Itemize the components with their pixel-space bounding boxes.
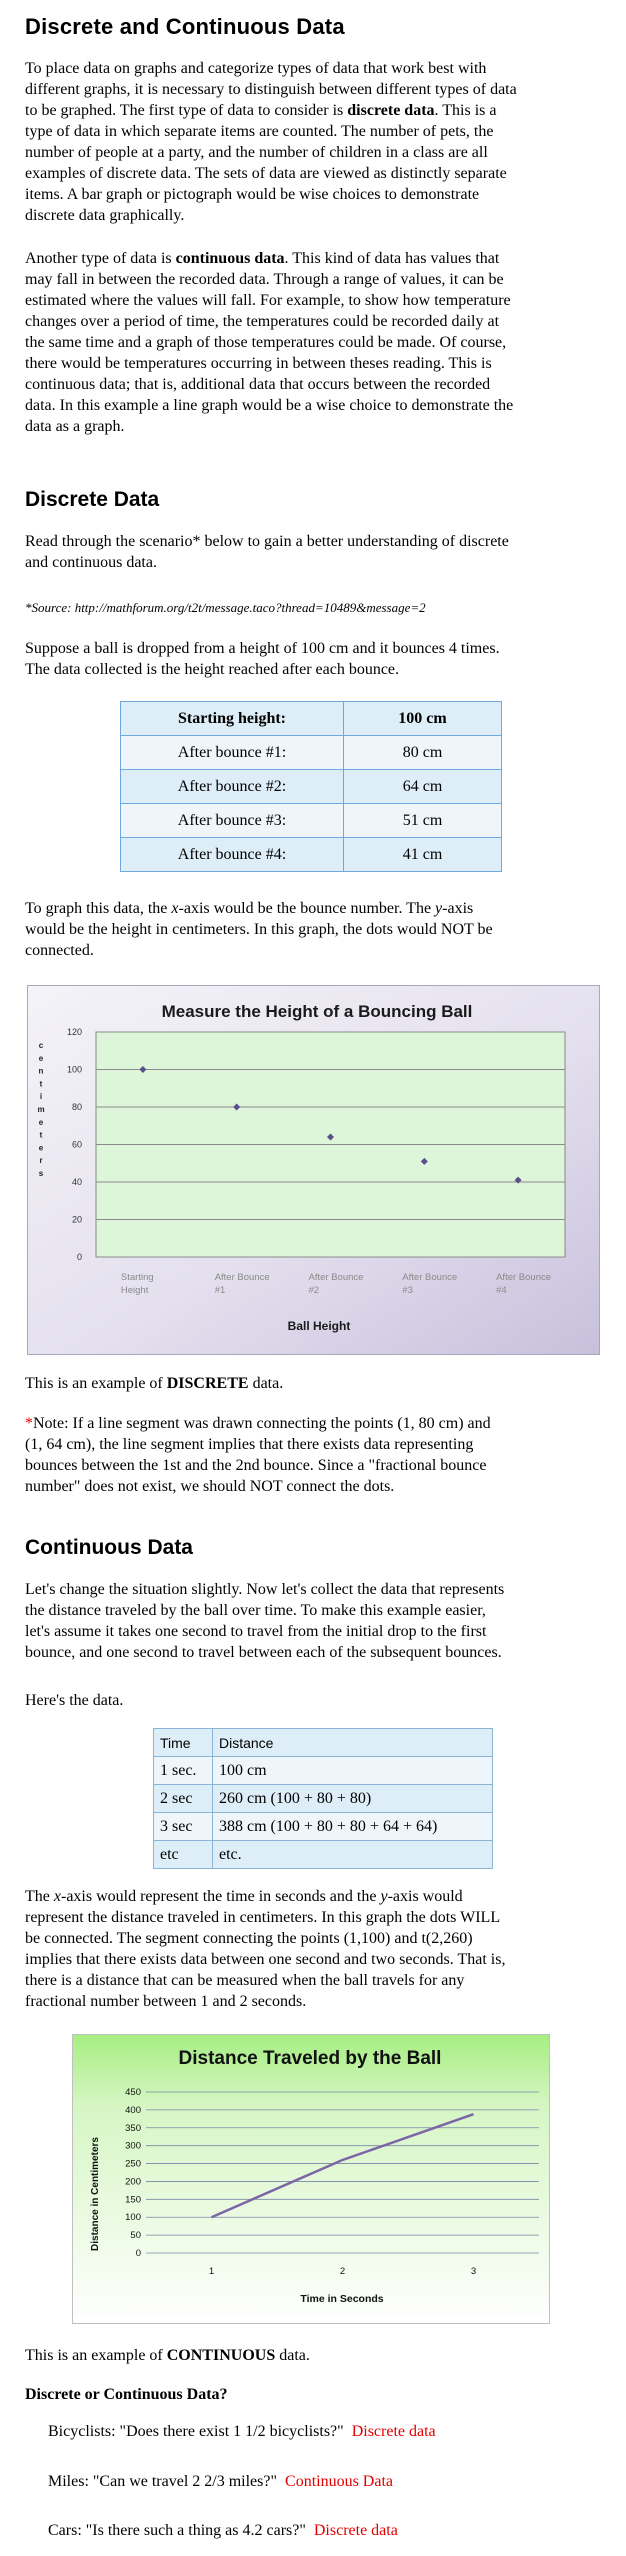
text-line: the distance traveled by the ball over time. To make this example easier, [25,1602,486,1619]
x-tick-label: After Bounce [496,1272,552,1283]
text-line-part: to be graphed. The first type of data to consider is [25,102,348,119]
text-line-part: This is an example of [25,2347,167,2364]
text-line-part: -axis would be the bounce number. The [178,900,436,917]
y-tick-label: 40 [71,1177,82,1187]
x-tick-label: #1 [214,1285,226,1296]
text-line: the same time and a graph of those temperatures could be made. Of course, [25,334,507,351]
table-row [121,838,502,872]
text-line [25,898,607,919]
y-axis-label-letter: e [38,1117,44,1127]
quiz-item [48,2423,436,2441]
text-line: estimated where the values will fall. For example, to show how temperature [25,292,511,309]
y-tick-label: 100 [66,1064,82,1075]
text-line-part: -axis [442,900,474,917]
chart-title: Distance Traveled by the Ball [178,2048,442,2069]
continuous-example-line [25,2345,607,2366]
text-line: Read through the scenario* below to gain a better understanding of discrete [25,533,509,550]
x-tick-label: Starting [120,1272,154,1283]
bouncing-ball-chart [27,985,600,1355]
quiz-answer: Continuous Data [285,2473,394,2490]
text-line-part: data. [248,1375,284,1392]
table-cell: 64 cm [344,770,502,804]
y-axis-label-letter: n [38,1066,44,1076]
text-line: data. In this example a line graph would be a wise choice to demonstrate the [25,397,514,414]
text-line: there is a distance that can be measured when the ball travels for any [25,1972,465,1989]
graph-explanation-paragraph [25,898,607,961]
quiz-question: Cars: "Is there such a thing as 4.2 cars?" [48,2522,306,2539]
text-line [25,1413,607,1434]
text-line-part: -axis would [387,1888,463,1905]
bold-term-continuous: CONTINUOUS [166,2347,276,2364]
text-line: bounces between the 1st and the 2nd bounce. Since a "fractional bounce [25,1457,487,1474]
text-line-part: -axis would represent the time in seconds and the [60,1888,381,1905]
text-line: discrete data graphically. [25,207,185,224]
x-tick-label: 3 [470,2266,477,2277]
read-paragraph [25,531,607,573]
text-line: different graphs, it is necessary to distinguish between different types of data [25,81,517,98]
x-tick-label: 2 [339,2266,346,2277]
discrete-example-line [25,1373,607,1394]
bold-term-discrete: DISCRETE [166,1375,249,1392]
axis-explanation-paragraph [25,1886,607,2012]
table-cell: 388 cm (100 + 80 + 80 + 64 + 64) [213,1813,493,1841]
table-cell: 80 cm [344,736,502,770]
table-cell: 41 cm [344,838,502,872]
text-line-part: . This kind of data has values that [284,250,500,267]
y-tick-label: 0 [135,2248,141,2259]
y-axis-label-letter: s [38,1169,44,1178]
y-axis-label-letter: e [38,1143,44,1153]
text-line [25,1886,607,1907]
y-tick-label: 450 [125,2087,141,2098]
bouncing-ball-chart-svg [27,985,600,1355]
note-paragraph [25,1413,607,1497]
text-line-part: . This is a [434,102,497,119]
table-row [154,1785,493,1813]
section-heading-continuous: Continuous Data [25,1536,193,1559]
distance-table [153,1728,493,1869]
bounce-height-table [120,701,502,872]
y-axis-label-letter: c [38,1041,44,1050]
bold-term-continuous-data: continuous data [175,250,285,267]
text-line: type of data in which separate items are counted. The number of pets, the [25,123,494,140]
quiz-answer: Discrete data [351,2423,436,2440]
chart-frame [73,2035,550,2324]
text-line: there would be temperatures occurring in between theses reading. This is [25,355,492,372]
y-tick-label: 0 [76,1252,82,1262]
x-tick-label: #2 [308,1285,320,1296]
table-cell: After bounce #2: [121,770,344,804]
text-line [25,100,607,121]
y-tick-label: 300 [125,2140,141,2152]
bold-term-discrete-data: discrete data [347,102,435,119]
header-label: Starting height: [178,709,286,727]
y-tick-label: 50 [130,2230,141,2242]
text-line: The data collected is the height reached after each bounce. [25,661,400,678]
y-axis-label-letter: e [38,1053,44,1063]
y-tick-label: 80 [71,1102,82,1112]
text-line: be connected. The segment connecting the points (1,100) and t(2,260) [25,1930,473,1947]
text-line: changes over a period of time, the temperatures could be recorded daily at [25,313,500,330]
y-axis-label-letter: t [39,1079,43,1089]
text-line: implies that there exists data between one second and two seconds. That is, [25,1951,506,1968]
text-line: continuous data; that is, additional data that occurs between the recorded [25,376,491,393]
table-cell: After bounce #4: [121,838,344,872]
quiz-question: Bicyclists: "Does there exist 1 1/2 bicyclists?" [48,2423,344,2440]
text-line: would be the height in centimeters. In this graph, the dots would NOT be [25,921,493,938]
table-cell: 3 sec [154,1813,213,1841]
text-line: Suppose a ball is dropped from a height of 100 cm and it bounces 4 times. [25,640,500,657]
text-line: items. A bar graph or pictograph would be wise choices to demonstrate [25,186,480,203]
text-line-part: data. [275,2347,310,2364]
chart-title: Measure the Height of a Bouncing Ball [161,1002,473,1021]
y-tick-label: 100 [125,2212,141,2224]
y-tick-label: 60 [71,1139,82,1150]
text-line: number" does not exist, we should NOT connect the dots. [25,1478,395,1495]
text-line: may fall in between the recorded data. Through a range of values, it can be [25,271,504,288]
table-cell: After bounce #3: [121,804,344,838]
quiz-item [48,2473,393,2491]
text-line-part: This is an example of [25,1375,167,1392]
table-row [154,1757,493,1785]
axis-var-x: x [53,1888,61,1905]
y-tick-label: 20 [71,1214,82,1225]
table-row [154,1841,493,1869]
intro-paragraph-1 [25,58,607,226]
text-line [25,248,607,269]
y-tick-label: 350 [125,2122,141,2134]
axis-var-x: x [171,900,179,917]
axis-var-y: y [380,1888,388,1905]
y-axis-label-letter: m [37,1105,45,1114]
y-axis-label-letter: i [39,1092,43,1102]
distance-chart [72,2034,550,2324]
y-tick-label: 120 [66,1027,82,1037]
y-tick-label: 200 [125,2176,141,2188]
table-row [154,1813,493,1841]
x-tick-label: After Bounce [308,1272,364,1283]
text-line: examples of discrete data. The sets of data are viewed as distinctly separate [25,165,507,182]
quiz-item [48,2522,398,2540]
table-row [121,770,502,804]
text-line-part: Note: If a line segment was drawn connecting the points (1, 80 cm) and [33,1415,491,1432]
scenario-paragraph [25,638,607,680]
table-cell: etc. [213,1841,493,1869]
y-axis-label: Distance in Centimeters [90,2137,101,2251]
table-cell: Time [154,1729,213,1757]
text-line: number of people at a party, and the number of children in a class are all [25,144,488,161]
change-paragraph [25,1579,607,1663]
quiz-heading: Discrete or Continuous Data? [25,2386,228,2403]
text-line: data as a graph. [25,418,125,435]
table-header-row [154,1729,493,1757]
table-header-row [121,702,502,736]
x-tick-label: #4 [496,1285,507,1296]
heres-the-data: Here's the data. [25,1692,124,1709]
text-line-part: To graph this data, the [25,900,172,917]
table-cell: etc [154,1841,213,1869]
table-cell: 51 cm [344,804,502,838]
x-tick-label: After Bounce [214,1272,270,1283]
y-tick-label: 250 [125,2158,141,2170]
quiz-question: Miles: "Can we travel 2 2/3 miles?" [48,2473,278,2490]
text-line: Let's change the situation slightly. Now let's collect the data that represents [25,1581,505,1598]
x-tick-label: Height [120,1285,149,1296]
page-title: Discrete and Continuous Data [25,14,345,39]
section-heading-discrete: Discrete Data [25,488,160,511]
y-tick-label: 400 [125,2104,141,2116]
axis-var-y: y [435,900,443,917]
text-line: To place data on graphs and categorize types of data that work best with [25,60,487,77]
table-row [121,804,502,838]
table-cell [344,702,502,736]
text-line-part: The [25,1888,54,1905]
text-line-part: Another type of data is [25,250,176,267]
note-asterisk: * [25,1415,33,1432]
intro-paragraph-2 [25,248,607,437]
table-cell: 100 cm [213,1757,493,1785]
text-line: and continuous data. [25,554,157,571]
text-line: let's assume it takes one second to travel from the initial drop to the first [25,1623,487,1640]
table-cell: Distance [213,1729,493,1757]
y-axis-label-letter: t [39,1130,43,1140]
header-value: 100 cm [398,709,447,727]
x-tick-label: #3 [402,1285,413,1296]
text-line: connected. [25,942,94,959]
table-cell: 260 cm (100 + 80 + 80) [213,1785,493,1813]
y-tick-label: 150 [125,2194,141,2206]
text-line: (1, 64 cm), the line segment implies that there exists data representing [25,1436,474,1453]
y-axis-label-letter: r [39,1156,43,1166]
table-cell: After bounce #1: [121,736,344,770]
text-line: fractional number between 1 and 2 seconds. [25,1993,307,2010]
x-tick-label: 1 [208,2266,215,2277]
x-axis-label: Time in Seconds [300,2293,384,2305]
text-line: bounce, and one second to travel between each of the subsequent bounces. [25,1644,502,1661]
x-axis-label: Ball Height [287,1319,351,1333]
source-note: *Source: http://mathforum.org/t2t/message.taco?thread=10489&message=2 [25,600,426,615]
table-row [121,736,502,770]
table-cell: 2 sec [154,1785,213,1813]
table-cell: 1 sec. [154,1757,213,1785]
x-tick-label: After Bounce [402,1272,458,1283]
text-line: represent the distance traveled in centimeters. In this graph the dots WILL [25,1909,501,1926]
quiz-answer: Discrete data [313,2522,398,2539]
table-cell [121,702,344,736]
distance-chart-svg [72,2034,550,2324]
